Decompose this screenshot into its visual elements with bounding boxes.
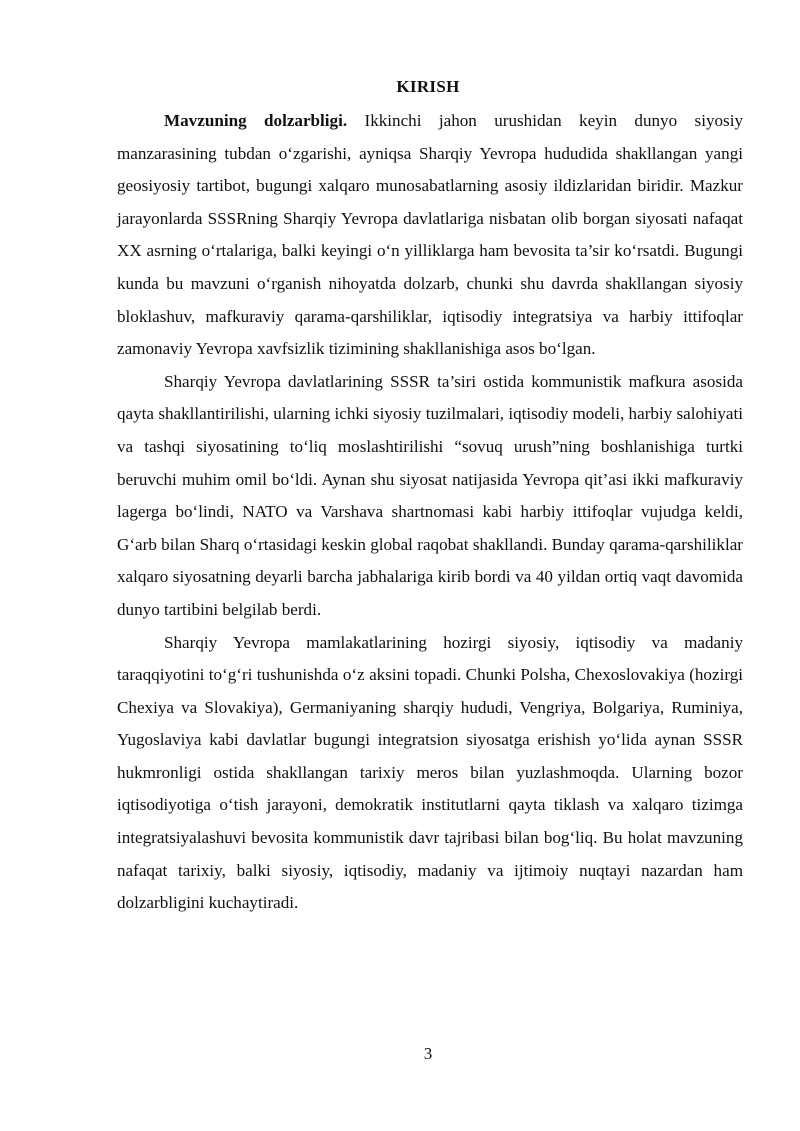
section-heading: KIRISH <box>396 77 460 96</box>
page-number: 3 <box>423 1044 433 1063</box>
paragraph-text: Sharqiy Yevropa mamlakatlarining hozirgi siyosiy, iqtisodiy va madaniy taraqqiyotini to‘g‘ri tushunishda o‘z aksini topadi. Chunki Polsha, Chexoslovakiya (hozirgi Chexiya va Slovakiya), Germaniyaning sharqiy hududi, Vengriya, Bolgariya, Ruminiya, Yugoslaviya kabi davlatlar bugungi integratsion siyosatga erishish yo‘lida aynan SSSR hukmronligi ostida shakllangan tarixiy meros bilan yuzlashmoqda. Ularning bozor iqtisodiyotiga o‘tish jarayoni, demokratik institutlarni qayta tiklash va xalqaro tizimga integratsiyalashuvi bevosita kommunistik davr tajribasi bilan bog‘liq. Bu holat mavzuning nafaqat tarixiy, balki siyosiy, iqtisodiy, madaniy va ijtimoiy nuqtayi nazardan ham dolzarbligini kuchaytiradi. <box>117 632 743 913</box>
paragraph-cold-war <box>117 366 743 627</box>
paragraph-lead: Mavzuning dolzarbligi. <box>164 111 348 130</box>
paragraph-text: Ikkinchi jahon urushidan keyin dunyo siyosiy manzarasining tubdan o‘zgarishi, ayniqsa Sharqiy Yevropa hududida shakllangan yangi geosiyosiy tartibot, bugungi xalqaro munosabatlarning asosiy ildizlaridan biridir. Mazkur jarayonlarda SSSRning Sharqiy Yevropa davlatlariga nisbatan olib borgan siyosati nafaqat XX asrning o‘rtalariga, balki keyingi o‘n yilliklarga ham bevosita ta’sir ko‘rsatdi. Bugungi kunda bu mavzuni o‘rganish nihoyatda dolzarb, chunki shu davrda shakllangan siyosiy bloklashuv, mafkuraviy qarama-qarshiliklar, iqtisodiy integratsiya va harbiy ittifoqlar zamonaviy Yevropa xavfsizlik tizimining shakllanishiga asos bo‘lgan. <box>117 111 743 359</box>
paragraph-present-day <box>117 627 743 920</box>
body-text <box>117 105 743 920</box>
paragraph-relevance <box>117 105 743 366</box>
paragraph-text: Sharqiy Yevropa davlatlarining SSSR ta’siri ostida kommunistik mafkura asosida qayta shakllantirilishi, ularning ichki siyosiy tuzilmalari, iqtisodiy modeli, harbiy salohiyati va tashqi siyosatining to‘liq moslashtirilishi “sovuq urush”ning boshlanishiga turtki beruvchi muhim omil bo‘ldi. Aynan shu siyosat natijasida Yevropa qit’asi ikki mafkuraviy lagerga bo‘lindi, NATO va Varshava shartnomasi kabi harbiy ittifoqlar vujudga keldi, G‘arb bilan Sharq o‘rtasidagi keskin global raqobat shakllandi. Bunday qarama-qarshiliklar xalqaro siyosatning deyarli barcha jabhalariga kirib bordi va 40 yildan ortiq vaqt davomida dunyo tartibini belgilab berdi. <box>117 371 743 619</box>
